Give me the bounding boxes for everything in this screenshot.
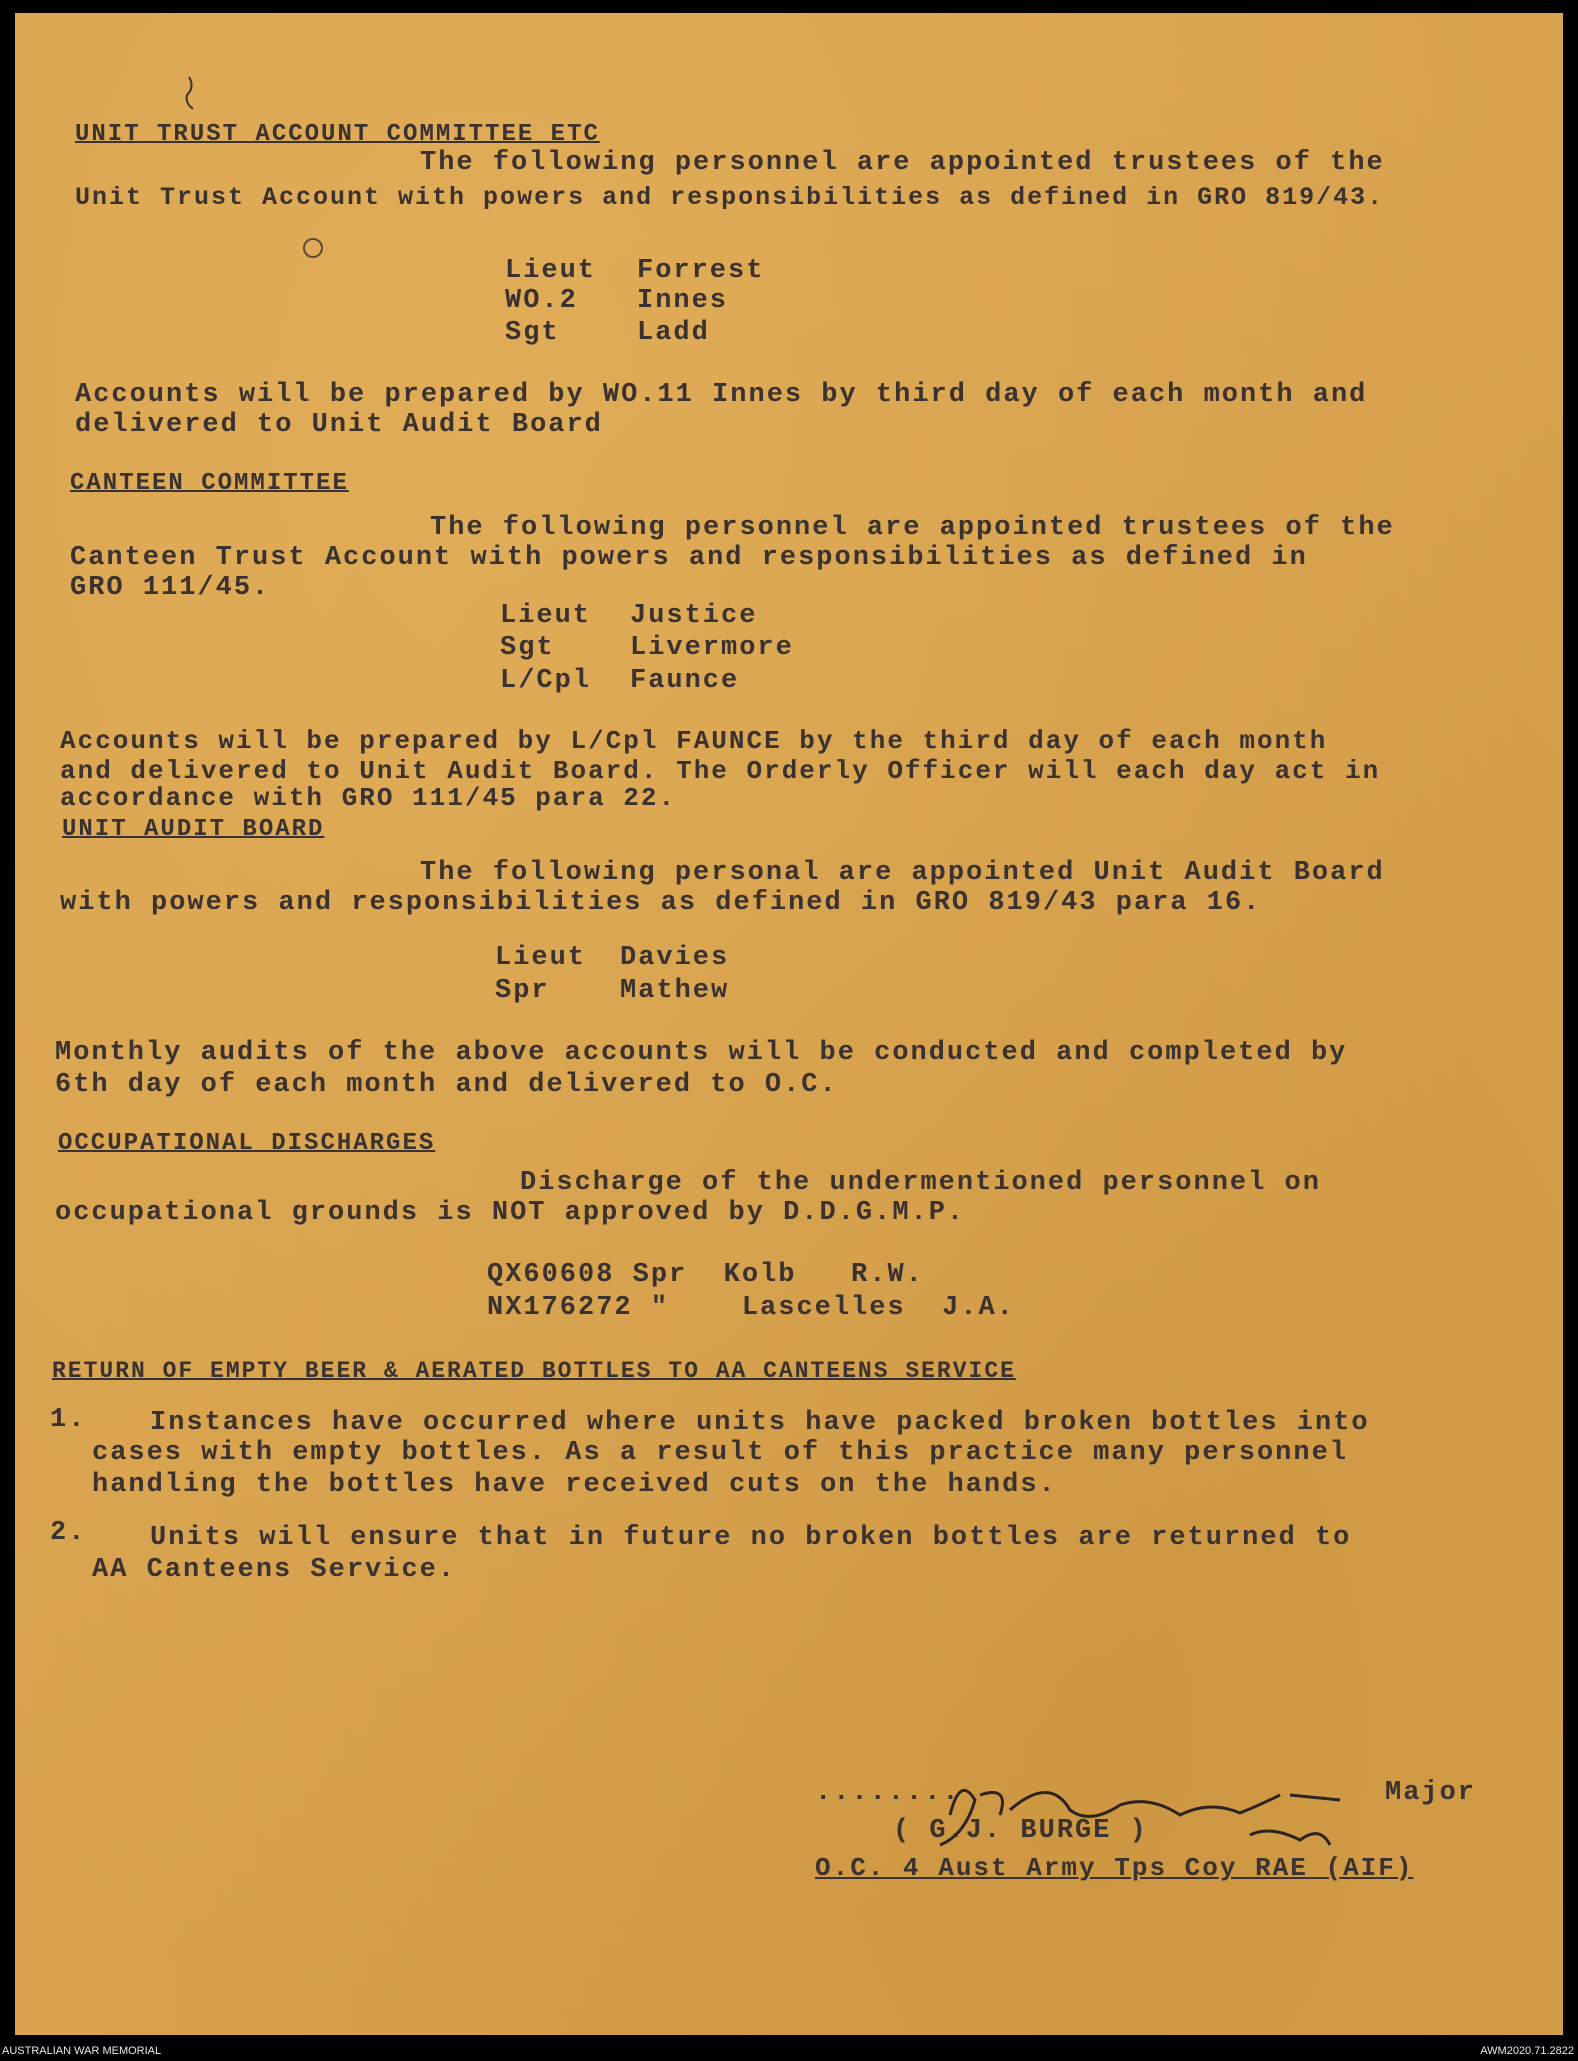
member-rank: L/Cpl: [500, 666, 592, 696]
member-rank: Spr: [495, 976, 550, 1006]
paragraph-line: 6th day of each month and delivered to O.C.: [55, 1070, 838, 1100]
section-heading-audit-board: UNIT AUDIT BOARD: [62, 816, 325, 843]
paragraph-line: delivered to Unit Audit Board: [75, 410, 603, 440]
paragraph-number: 2.: [50, 1518, 87, 1548]
paragraph-line: handling the bottles have received cuts on the hands.: [92, 1470, 1057, 1500]
discharge-entry: NX176272 " Lascelles J.A.: [487, 1293, 1015, 1323]
paragraph-line: and delivered to Unit Audit Board. The Orderly Officer will each day act in: [60, 756, 1381, 786]
footer-archive-label: AUSTRALIAN WAR MEMORIAL: [2, 2045, 162, 2057]
footer-accession-number: AWM2020.71.2822: [1480, 2045, 1574, 2057]
member-name: Mathew: [620, 976, 730, 1006]
member-rank: Sgt: [505, 318, 560, 348]
member-name: Ladd: [637, 318, 710, 348]
member-name: Livermore: [630, 633, 794, 663]
member-name: Innes: [637, 286, 729, 316]
paragraph-line: cases with empty bottles. As a result of this practice many personnel: [92, 1438, 1348, 1468]
paragraph-line: GRO 111/45.: [70, 573, 271, 603]
paragraph-line: accordance with GRO 111/45 para 22.: [60, 783, 677, 813]
section-heading-discharges: OCCUPATIONAL DISCHARGES: [58, 1130, 436, 1157]
member-name: Forrest: [637, 256, 765, 286]
signature-rank: Major: [1385, 1778, 1477, 1808]
paragraph-line: Discharge of the undermentioned personnel on: [520, 1168, 1321, 1198]
paragraph-line: Monthly audits of the above accounts will be conducted and completed by: [55, 1038, 1348, 1068]
member-name: Justice: [630, 601, 758, 631]
section-heading-unit-trust: UNIT TRUST ACCOUNT COMMITTEE ETC: [75, 121, 600, 148]
paragraph-line: occupational grounds is NOT approved by D.D.G.M.P.: [55, 1198, 966, 1228]
member-name: Davies: [620, 943, 730, 973]
paragraph-number: 1.: [50, 1405, 87, 1435]
paragraph-line: The following personnel are appointed trustees of the: [420, 148, 1385, 178]
signatory-title: O.C. 4 Aust Army Tps Coy RAE (AIF): [815, 1853, 1414, 1883]
member-name: Faunce: [630, 666, 740, 696]
member-rank: WO.2: [505, 286, 578, 316]
paragraph-line: The following personnel are appointed trustees of the: [430, 513, 1395, 543]
paragraph-line: Units will ensure that in future no broken bottles are returned to: [150, 1523, 1352, 1553]
member-rank: Sgt: [500, 633, 555, 663]
paragraph-line: Instances have occurred where units have packed broken bottles into: [150, 1408, 1370, 1438]
paragraph-line: The following personal are appointed Unit Audit Board: [420, 858, 1385, 888]
paragraph-line: AA Canteens Service.: [92, 1555, 457, 1585]
discharge-entry: QX60608 Spr Kolb R.W.: [487, 1260, 924, 1290]
paragraph-line: Canteen Trust Account with powers and responsibilities as defined in: [70, 543, 1308, 573]
signature-dots: ........: [815, 1778, 961, 1808]
handwritten-signature: [920, 1755, 1400, 1865]
paragraph-line: Unit Trust Account with powers and responsibilities as defined in GRO 819/43.: [75, 183, 1385, 212]
document-page: [15, 13, 1563, 2035]
section-heading-bottles: RETURN OF EMPTY BEER & AERATED BOTTLES TO AA CANTEENS SERVICE: [52, 1358, 1016, 1384]
paragraph-line: Accounts will be prepared by L/Cpl FAUNCE by the third day of each month: [60, 726, 1328, 756]
member-rank: Lieut: [505, 256, 597, 286]
paragraph-line: with powers and responsibilities as defined in GRO 819/43 para 16.: [60, 888, 1262, 918]
member-rank: Lieut: [495, 943, 587, 973]
paragraph-line: Accounts will be prepared by WO.11 Innes by third day of each month and: [75, 380, 1368, 410]
signatory-name: ( G.J. BURGE ): [893, 1816, 1148, 1846]
section-heading-canteen: CANTEEN COMMITTEE: [70, 470, 349, 497]
member-rank: Lieut: [500, 601, 592, 631]
pin-hole-mark: [175, 73, 205, 113]
pin-hole-mark: [298, 233, 328, 263]
